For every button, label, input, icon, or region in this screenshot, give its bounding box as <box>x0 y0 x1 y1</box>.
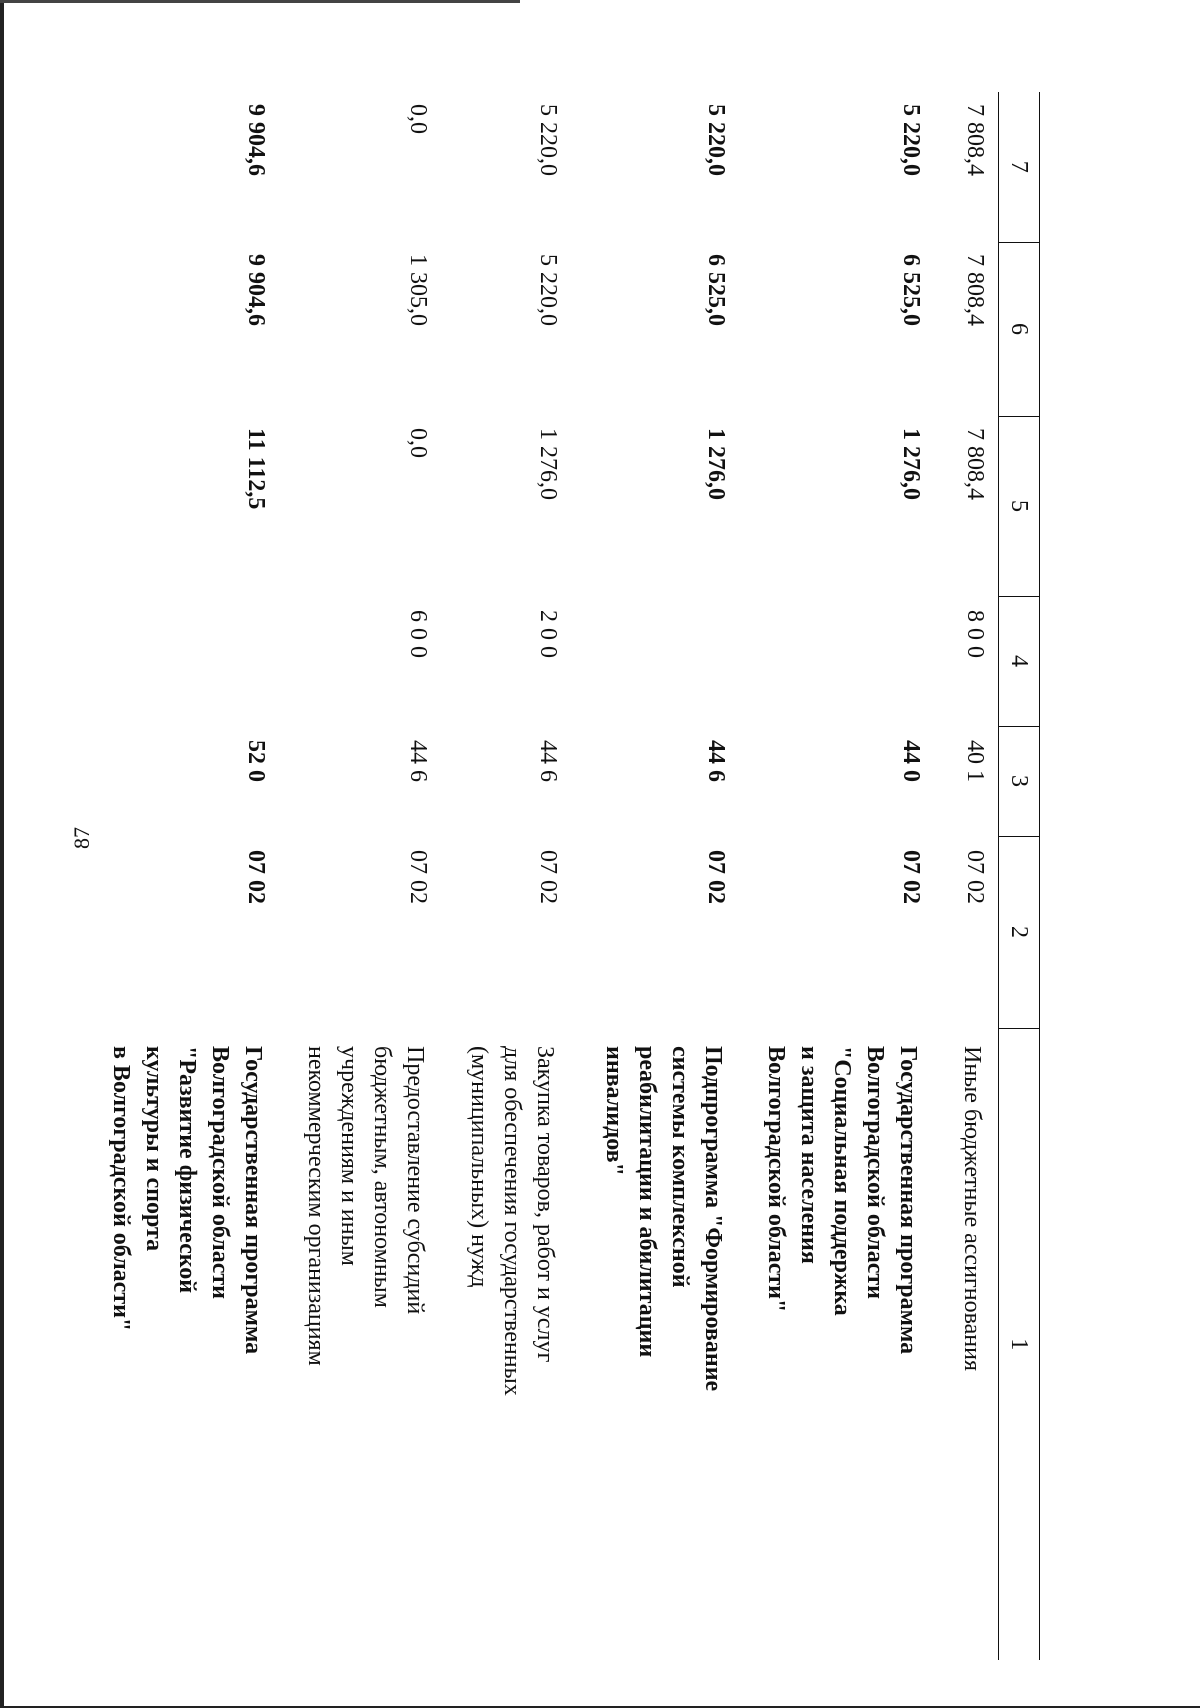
cell-col-1 <box>441 1028 571 1660</box>
header-col-3: 3 <box>999 726 1040 836</box>
cell-col-5: 1 276,0 <box>535 428 561 500</box>
name-line: Иные бюджетные ассигнования <box>959 1046 985 1371</box>
name-line: системы комплексной <box>667 1046 693 1288</box>
cell-col-1 <box>571 1028 739 1660</box>
name-line: и защита населения <box>796 1046 822 1264</box>
cell-col-1 <box>739 1028 934 1660</box>
table-row <box>934 92 999 1660</box>
scan-edge-top <box>0 0 520 3</box>
name-line: Волгоградской области <box>207 1046 233 1299</box>
cell-col-2: 07 02 <box>962 850 988 904</box>
cell-col-7: 0,0 <box>405 104 431 134</box>
cell-col-3: 44 6 <box>535 740 561 782</box>
cell-col-6: 7 808,4 <box>962 254 988 326</box>
cell-col-6: 6 525,0 <box>703 254 729 326</box>
cell-col-1 <box>279 1028 441 1660</box>
header-col-5: 5 <box>999 416 1040 596</box>
table-row <box>84 92 279 1660</box>
cell-col-5: 1 276,0 <box>703 428 729 500</box>
name-line: Государственная программа <box>240 1046 266 1355</box>
cell-col-6: 5 220,0 <box>535 254 561 326</box>
header-col-6: 6 <box>999 242 1040 416</box>
cell-col-4 <box>571 596 739 726</box>
cell-col-2: 07 02 <box>898 850 924 904</box>
cell-col-7: 5 220,0 <box>703 104 729 176</box>
name-line: (муниципальных) нужд <box>466 1046 492 1288</box>
table-row <box>279 92 441 1660</box>
scan-edge-left <box>0 0 4 1708</box>
header-row <box>999 92 1040 1660</box>
cell-col-5: 7 808,4 <box>962 428 988 500</box>
cell-col-5: 0,0 <box>405 428 431 458</box>
name-line: Государственная программа <box>895 1046 921 1355</box>
page-number: 87 <box>69 827 94 849</box>
cell-col-4: 2 0 0 <box>535 610 561 658</box>
cell-col-2: 07 02 <box>535 850 561 904</box>
cell-col-7: 5 220,0 <box>535 104 561 176</box>
name-line: "Социальная поддержка <box>829 1046 855 1316</box>
cell-col-4: 8 0 0 <box>962 610 988 658</box>
name-line: Предоставление субсидий <box>402 1046 428 1315</box>
name-line: реабилитации и абилитации <box>634 1046 660 1358</box>
name-line: Волгоградской области" <box>763 1046 789 1313</box>
cell-col-3: 44 6 <box>703 740 729 782</box>
cell-col-6: 1 305,0 <box>405 254 431 326</box>
cell-col-3: 44 0 <box>898 740 924 782</box>
header-col-1: 1 <box>999 1028 1040 1660</box>
header-col-2: 2 <box>999 836 1040 1028</box>
table-row <box>441 92 571 1660</box>
cell-col-5: 11 112,5 <box>243 428 269 510</box>
table-row <box>739 92 934 1660</box>
table-row <box>571 92 739 1660</box>
cell-col-3: 40 1 <box>962 740 988 782</box>
cell-col-7: 9 904,6 <box>243 104 269 176</box>
cell-col-4 <box>84 596 279 726</box>
name-line: культуры и спорта <box>141 1046 167 1252</box>
cell-col-6: 9 904,6 <box>243 254 269 326</box>
cell-col-4 <box>739 596 934 726</box>
header-col-7: 7 <box>999 92 1040 242</box>
cell-col-7: 7 808,4 <box>962 104 988 176</box>
name-line: "Развитие физической <box>174 1046 200 1294</box>
name-line: учреждениям и иным <box>336 1046 362 1266</box>
cell-col-1 <box>84 1028 279 1660</box>
name-line: некоммерческим организациям <box>303 1046 329 1366</box>
name-line: Подпрограмма "Формирование <box>700 1046 726 1392</box>
name-line: для обеспечения государственных <box>499 1046 525 1396</box>
name-line: в Волгоградской области" <box>108 1046 134 1332</box>
cell-col-2: 07 02 <box>703 850 729 904</box>
cell-col-6: 6 525,0 <box>898 254 924 326</box>
budget-table <box>84 92 1040 1660</box>
name-line: Волгоградской области <box>862 1046 888 1299</box>
name-line: инвалидов" <box>601 1046 627 1176</box>
header-col-4: 4 <box>999 596 1040 726</box>
cell-col-5: 1 276,0 <box>898 428 924 500</box>
name-line: Закупка товаров, работ и услуг <box>532 1046 558 1363</box>
cell-col-1 <box>934 1028 999 1660</box>
cell-col-3: 44 6 <box>405 740 431 782</box>
cell-col-7: 5 220,0 <box>898 104 924 176</box>
cell-col-2: 07 02 <box>405 850 431 904</box>
rotated-table-container <box>108 92 1040 1660</box>
cell-col-2: 07 02 <box>243 850 269 904</box>
name-line: бюджетным, автономным <box>369 1046 395 1308</box>
cell-col-3: 52 0 <box>243 740 269 782</box>
cell-col-4: 6 0 0 <box>405 610 431 658</box>
